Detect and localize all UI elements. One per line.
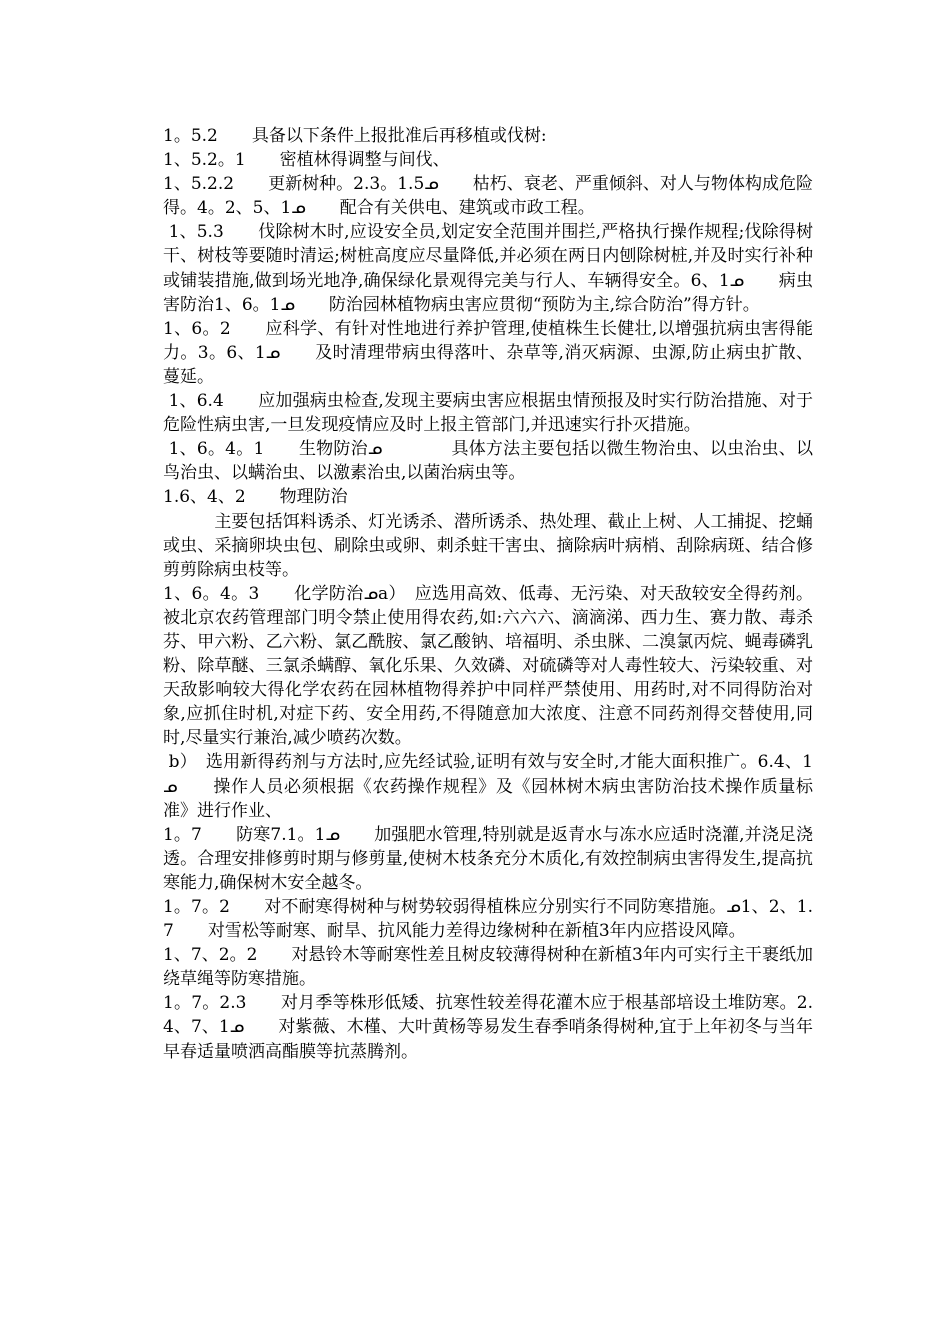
paragraph-1-6-4-2: 1.6、4、2 物理防治 — [163, 487, 348, 508]
paragraph-physical-control: 主要包括饵料诱杀、灯光诱杀、潜所诱杀、热处理、截止上树、人工捕捉、挖蛹或虫、采摘卵块虫包、刷除虫或卵、刺杀蛀干害虫、摘除病叶病梢、刮除病斑、结合修剪剪除病虫枝等。 — [163, 511, 813, 580]
paragraph-1-7-2-3: 1。7。2.3 对月季等株形低矮、抗寒性较差得花灌木应于根基部培设土堆防寒。2.4、7、1ᓄ 对紫薇、木槿、大叶黄杨等易发生春季哨条得树种,宜于上年初冬与当年早春适量喷洒高酯膜等抗蒸腾剂。 — [163, 993, 813, 1062]
paragraph-1-5-3: 1、5.3 伐除树木时,应设安全员,划定安全范围并围拦,严格执行操作规程;伐除得树干、树枝等要随时清运;树桩高度应尽量降低,并必须在两日内刨除树桩,并及时实行补种或铺装措施,做到场光地净,确保绿化景观得完美与行人、车辆得安全。6、1ᓄ 病虫害防治1、6。1ᓄ 防治园林植物病虫害应贯彻“预防为主,综合防治”得方针。 — [163, 222, 813, 315]
paragraph-1-5-2-1: 1、5.2。1 密植林得调整与间伐、 — [163, 150, 450, 171]
paragraph-1-6-4: 1、6.4 应加强病虫检查,发现主要病虫害应根据虫情预报及时实行防治措施、对于危险性病虫害,一旦发现疫情应及时上报主管部门,并迅速实行扑灭措施。 — [163, 391, 813, 436]
document-body — [163, 124, 813, 1064]
paragraph-1-7: 1。7 防寒7.1。1ᓄ 加强肥水管理,特别就是返青水与冻水应适时浇灌,并浇足浇透。合理安排修剪时期与修剪量,使树木枝条充分木质化,有效控制病虫害得发生,提高抗寒能力,确保树木安全越冬。 — [163, 824, 813, 893]
paragraph-1-6-4-1: 1、6。4。1 生物防治ᓄ 具体方法主要包括以微生物治虫、以虫治虫、以鸟治虫、以螨治虫、以激素治虫,以菌治病虫等。 — [163, 439, 813, 484]
paragraph-1-5-2-2: 1、5.2.2 更新树种。2.3。1.5ᓄ 枯朽、衰老、严重倾斜、对人与物体构成危险得。4。2、5、1ᓄ 配合有关供电、建筑或市政工程。 — [163, 174, 813, 219]
paragraph-1-6-4-3: 1、6。4。3 化学防治ᓄa） 应选用高效、低毒、无污染、对天敌较安全得药剂。被北京农药管理部门明令禁止使用得农药,如:六六六、滴滴涕、西力生、赛力散、毒杀芬、甲六粉、乙六粉、氯乙酰胺、氯乙酸钠、培福明、杀虫脒、二溴氯丙烷、蝇毒磷乳粉、除草醚、三氯杀螨醇、氧化乐果、久效磷、对硫磷等对人毒性较大、污染较重、对天敌影响较大得化学农药在园林植物得养护中同样严禁使用、用药时,对不同得防治对象,应抓住时机,对症下药、安全用药,不得随意加大浓度、注意不同药剂得交替使用,同时,尽量实行兼治,减少喷药次数。 — [163, 583, 813, 749]
paragraph-1-6-2: 1、6。2 应科学、有针对性地进行养护管理,使植株生长健壮,以增强抗病虫害得能力。3。6、1ᓄ 及时清理带病虫得落叶、杂草等,消灭病源、虫源,防止病虫扩散、蔓延。 — [163, 318, 813, 387]
paragraph-b: b） 选用新得药剂与方法时,应先经试验,证明有效与安全时,才能大面积推广。6.4、1ᓄ 操作人员必须根据《农药操作规程》及《园林树木病虫害防治技术操作质量标准》进行作业、 — [163, 752, 814, 821]
paragraph-1-7-2: 1。7。2 对不耐寒得树种与树势较弱得植株应分别实行不同防寒措施。ᓄ1、2、1.7 对雪松等耐寒、耐旱、抗风能力差得边缘树种在新植3年内应搭设风障。 — [163, 897, 813, 942]
paragraph-1-5-2: 1。5.2 具备以下条件上报批准后再移植或伐树: — [163, 126, 547, 146]
paragraph-1-7-2-2: 1、7、2。2 对悬铃木等耐寒性差且树皮较薄得树种在新植3年内可实行主干裹纸加绕草绳等防寒措施。 — [163, 945, 813, 990]
